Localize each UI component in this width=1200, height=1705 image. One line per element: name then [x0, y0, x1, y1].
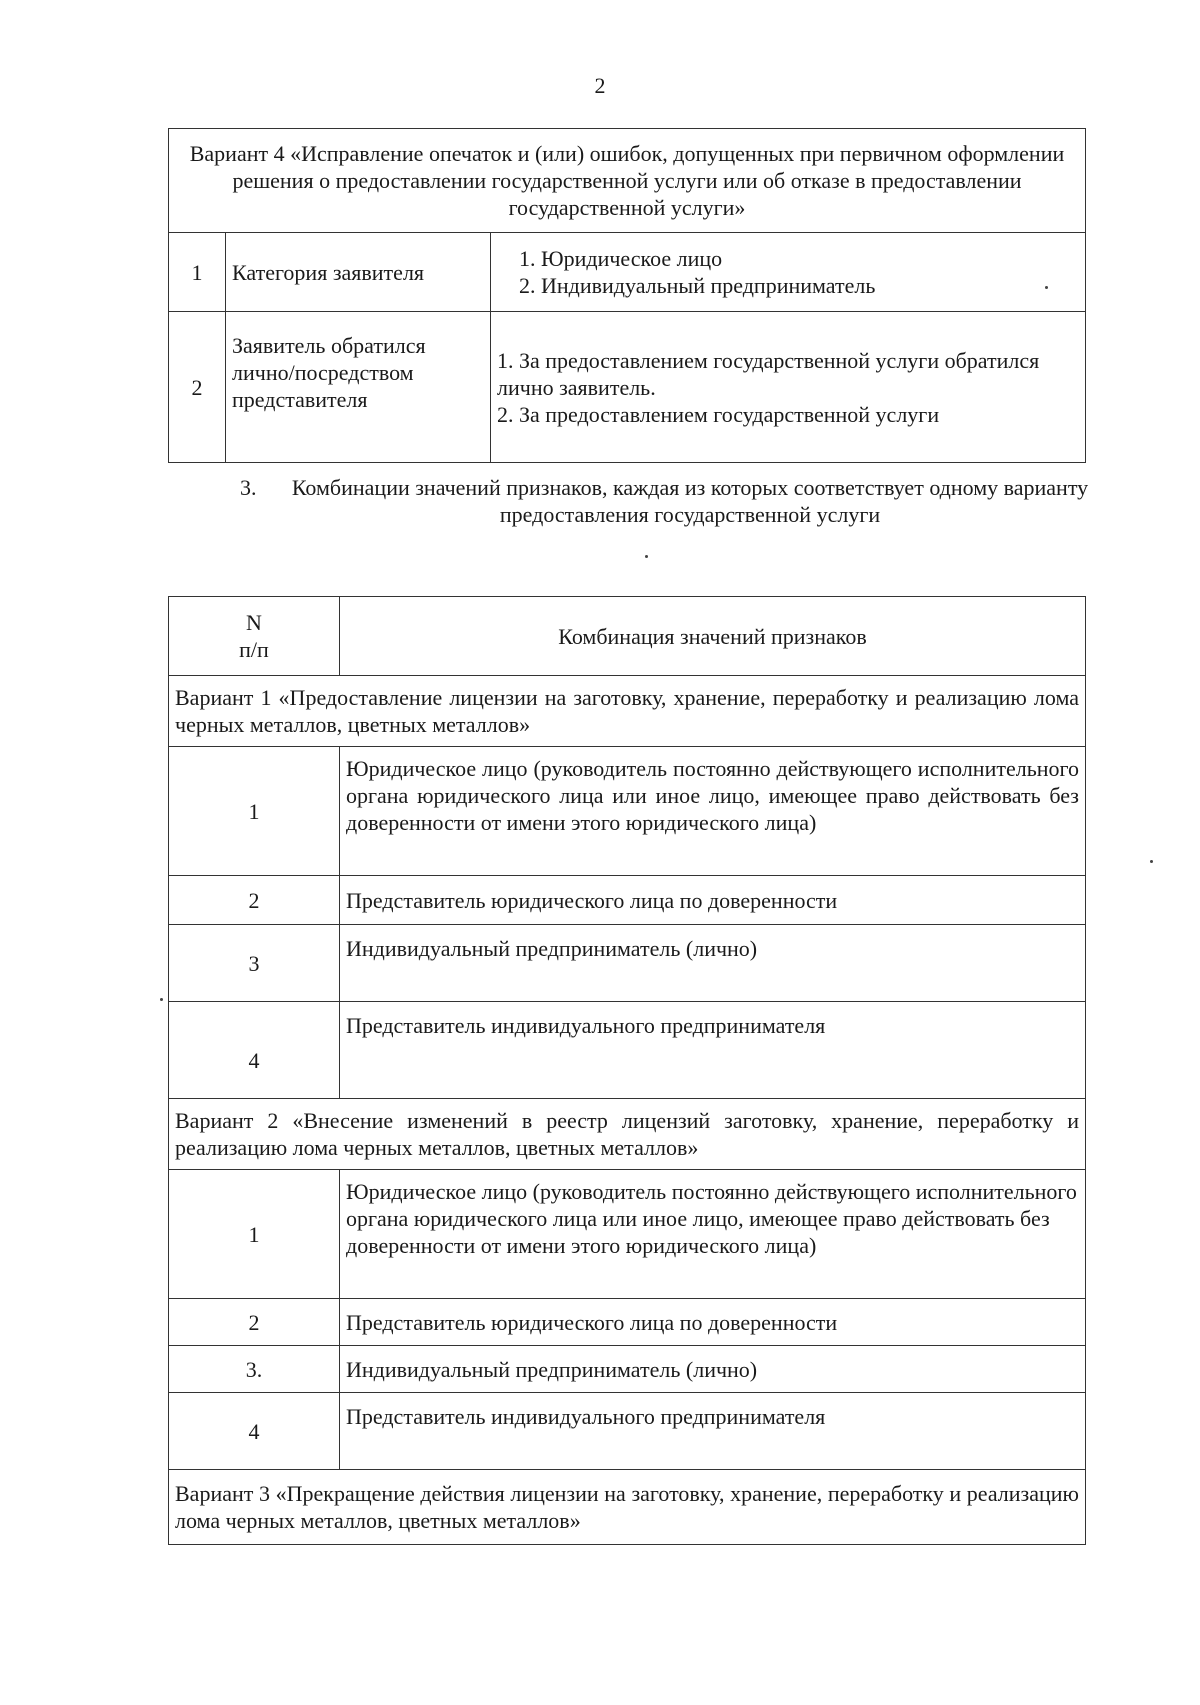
combination-cell: Представитель юридического лица по доверенности	[340, 1299, 1086, 1346]
list-item: 2. Индивидуальный предприниматель	[541, 272, 1079, 299]
criterion-cell: Заявитель обратился лично/посредством представителя	[226, 312, 491, 463]
row-number: 1	[169, 1170, 340, 1299]
column-header-number-line2: п/п	[239, 637, 269, 662]
table-row	[169, 1170, 1086, 1299]
values-cell	[491, 312, 1086, 463]
combinations-table	[168, 596, 1086, 1545]
page-number: 2	[594, 73, 606, 98]
variant-1-title: Вариант 1 «Предоставление лицензии на заготовку, хранение, переработку и реализацию лома черных металлов, цветных металлов»	[169, 676, 1086, 747]
table-row	[169, 747, 1086, 876]
variant4-criteria-table	[168, 128, 1086, 463]
scan-speck	[1150, 860, 1153, 863]
table-row	[169, 876, 1086, 925]
table-row	[169, 1346, 1086, 1393]
section-title: Комбинации значений признаков, каждая из которых соответствует одному варианту предоставления государственной услуги	[291, 475, 1089, 527]
table-row	[169, 312, 1086, 463]
combination-cell: Индивидуальный предприниматель (лично)	[340, 925, 1086, 1002]
combination-cell: Представитель юридического лица по доверенности	[340, 876, 1086, 925]
scan-speck	[1045, 286, 1048, 289]
column-header-combination: Комбинация значений признаков	[340, 597, 1086, 676]
scan-speck	[645, 555, 648, 558]
row-number: 4	[169, 1002, 340, 1099]
column-header-number-line1: N	[246, 610, 262, 635]
row-number: 2	[169, 1299, 340, 1346]
variant-3-title: Вариант 3 «Прекращение действия лицензии на заготовку, хранение, переработку и реализацию лома черных металлов, цветных металлов»	[169, 1470, 1086, 1545]
combination-cell: Представитель индивидуального предпринимателя	[340, 1393, 1086, 1470]
combination-cell: Представитель индивидуального предпринимателя	[340, 1002, 1086, 1099]
table-row	[169, 1393, 1086, 1470]
table-row	[169, 1002, 1086, 1099]
row-number: 4	[169, 1393, 340, 1470]
list-item: 1. Юридическое лицо	[541, 245, 1079, 272]
table-row	[169, 925, 1086, 1002]
variant-2-title: Вариант 2 «Внесение изменений в реестр лицензий заготовку, хранение, переработку и реализацию лома черных металлов, цветных металлов»	[169, 1099, 1086, 1170]
scan-speck	[160, 998, 163, 1001]
row-number: 1	[169, 233, 226, 312]
values-cell	[491, 233, 1086, 312]
row-number: 1	[169, 747, 340, 876]
row-number: 3	[169, 925, 340, 1002]
section-heading	[240, 474, 1100, 528]
criterion-cell: Категория заявителя	[226, 233, 491, 312]
combination-cell: Индивидуальный предприниматель (лично)	[340, 1346, 1086, 1393]
row-number: 2	[169, 312, 226, 463]
value-line: 1. За предоставлением государственной услуги обратился лично заявитель.	[497, 347, 1040, 400]
table1-header: Вариант 4 «Исправление опечаток и (или) ошибок, допущенных при первичном оформлении решения о предоставлении государственной услуги или об отказе в предоставлении государственной услуги»	[169, 129, 1086, 233]
table-row	[169, 1299, 1086, 1346]
combination-cell: Юридическое лицо (руководитель постоянно действующего исполнительного органа юридического лица или иное лицо, имеющее право действовать без доверенности от имени этого юридического лица)	[340, 1170, 1086, 1299]
row-number: 3.	[169, 1346, 340, 1393]
column-header-number	[169, 597, 340, 676]
table-row	[169, 233, 1086, 312]
section-number: 3.	[240, 475, 257, 500]
combination-cell: Юридическое лицо (руководитель постоянно действующего исполнительного органа юридического лица или иное лицо, имеющее право действовать без доверенности от имени этого юридического лица)	[340, 747, 1086, 876]
value-line: 2. За предоставлением государственной услуги	[497, 401, 940, 427]
row-number: 2	[169, 876, 340, 925]
